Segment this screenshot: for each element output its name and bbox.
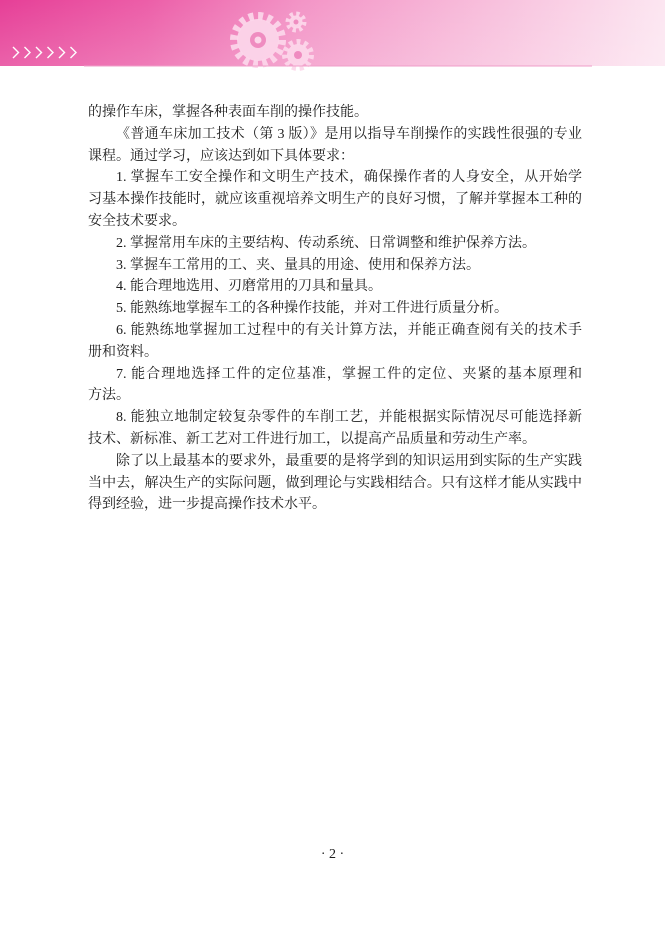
chevron-5	[59, 47, 65, 58]
gear-hub	[294, 51, 302, 59]
body-text	[88, 102, 582, 516]
text-line: 当中去，解决生产的实际问题，做到理论与实践相结合。只有这样才能从实践中	[88, 475, 582, 491]
text-line: 4. 能合理地选用、刃磨常用的刀具和量具。	[116, 279, 382, 295]
text-line: 《普通车床加工技术（第 3 版）》是用以指导车削操作的实践性很强的专业	[116, 126, 582, 142]
chevron-2	[25, 47, 31, 58]
gears-icon	[234, 14, 311, 68]
small-gear	[288, 14, 304, 30]
chevron-1	[13, 47, 19, 58]
closing-paragraph	[88, 451, 582, 516]
page-number: · 2 ·	[320, 847, 345, 862]
requirement-item-2	[88, 233, 582, 255]
chevron-3	[36, 47, 42, 58]
text-line: 技术、新标准、新工艺对工件进行加工，以提高产品质量和劳动生产率。	[88, 431, 536, 447]
text-line: 8. 能独立地制定较复杂零件的车削工艺，并能根据实际情况尽可能选择新	[116, 410, 582, 426]
text-line: 3. 掌握车工常用的工、夹、量具的用途、使用和保养方法。	[116, 257, 480, 273]
chevron-4	[48, 47, 54, 58]
requirement-item-4	[88, 276, 582, 298]
intro-paragraph	[88, 124, 582, 168]
requirement-item-1	[88, 167, 582, 232]
text-line: 习基本操作技能时，就应该重视培养文明生产的良好习惯，了解并掌握本工种的	[88, 192, 582, 208]
header-decoration	[0, 0, 665, 74]
text-line: 5. 能熟练地掌握车工的各种操作技能，并对工件进行质量分析。	[116, 301, 508, 317]
requirement-item-7	[88, 364, 582, 408]
requirement-item-5	[88, 298, 582, 320]
medium-gear	[285, 42, 311, 68]
text-line: 册和资料。	[88, 344, 158, 360]
text-line: 1. 掌握车工安全操作和文明生产技术，确保操作者的人身安全，从开始学	[116, 170, 582, 186]
continued-paragraph	[88, 102, 582, 124]
text-line: 除了以上最基本的要求外，最重要的是将学到的知识运用到实际的生产实践	[116, 453, 582, 469]
text-line: 6. 能熟练地掌握加工过程中的有关计算方法，并能正确查阅有关的技术手	[116, 322, 582, 338]
gear-axle	[255, 37, 262, 44]
text-line: 7. 能合理地选择工件的定位基准，掌握工件的定位、夹紧的基本原理和	[116, 366, 582, 382]
requirement-item-3	[88, 255, 582, 277]
page-header	[0, 0, 665, 74]
text-line: 课程。通过学习，应该达到如下具体要求：	[88, 148, 354, 164]
large-gear	[234, 16, 282, 64]
gear-hub	[294, 20, 299, 25]
text-line: 的操作车床，掌握各种表面车削的操作技能。	[88, 105, 368, 120]
requirement-item-8	[88, 407, 582, 451]
requirement-item-6	[88, 320, 582, 364]
text-line: 2. 掌握常用车床的主要结构、传动系统、日常调整和维护保养方法。	[116, 235, 536, 251]
chevrons-right-icon	[13, 47, 76, 58]
text-line: 得到经验，进一步提高操作技术水平。	[88, 497, 326, 513]
text-line: 安全技术要求。	[88, 213, 186, 229]
text-line: 方法。	[88, 388, 130, 404]
chevron-6	[71, 47, 77, 58]
